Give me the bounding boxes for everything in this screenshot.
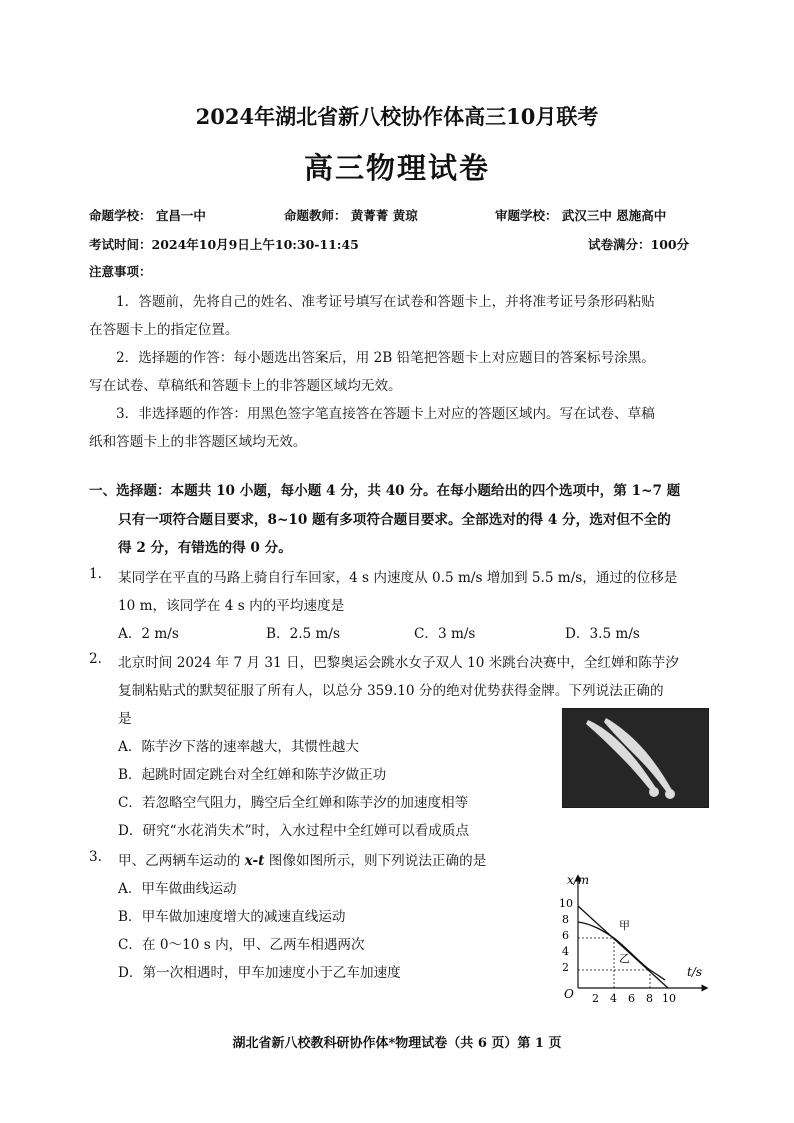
y-tick-4: 4 <box>562 945 569 958</box>
q3-stem <box>118 849 486 869</box>
meta-school: 命题学校： 宜昌一中 <box>89 208 206 223</box>
q1-option-c: C．3 m/s <box>414 626 476 642</box>
x-tick-2: 2 <box>592 992 599 1005</box>
label-yi: 乙 <box>619 952 630 965</box>
y-tick-10: 10 <box>559 897 573 910</box>
section1-line2: 只有一项符合题目要求，8~10 题有多项符合题目要求。全部选对的得 4 分，选对但不全的 <box>118 512 671 528</box>
q1-option-d: D．3.5 m/s <box>565 626 640 642</box>
meta-time: 考试时间：2024年10月9日上午10:30-11:45 <box>89 237 359 252</box>
x-axis-label: t/s <box>687 965 703 979</box>
x-tick-10: 10 <box>662 992 676 1005</box>
q2-option-d: D．研究“水花消失术”时，入水过程中全红婵可以看成质点 <box>118 823 470 839</box>
q3-stem-post: 图像如图所示，则下列说法正确的是 <box>264 853 487 869</box>
section1-line1: 一、选择题：本题共 10 小题，每小题 4 分，共 40 分。在每小题给出的四个选项中，第 1~7 题 <box>89 483 681 499</box>
q1-option-a: A．2 m/s <box>118 626 179 642</box>
q2-number: 2. <box>89 651 102 667</box>
meta-teacher: 命题教师： 黄菁菁 黄琼 <box>284 208 418 223</box>
q1-stem-line2: 10 m，该同学在 4 s 内的平均速度是 <box>118 598 345 614</box>
notice-item1-line2: 在答题卡上的指定位置。 <box>89 322 239 338</box>
q1-number: 1. <box>89 566 102 582</box>
y-axis-label: x/m <box>567 873 590 887</box>
section1-line3: 得 2 分，有错选的得 0 分。 <box>118 540 292 556</box>
notice-item2-line2: 写在试卷、草稿纸和答题卡上的非答题区域均无效。 <box>89 378 402 394</box>
q2-stem-line1: 北京时间 2024 年 7 月 31 日，巴黎奥运会跳水女子双人 10 米跳台决赛中，全红婵和陈芋汐 <box>118 655 679 671</box>
origin-label: O <box>564 987 574 1001</box>
meta-full-score: 试卷满分：100分 <box>588 237 690 252</box>
q3-option-c: C．在 0～10 s 内，甲、乙两车相遇两次 <box>118 937 365 953</box>
q3-option-a: A．甲车做曲线运动 <box>118 881 237 897</box>
x-tick-labels <box>592 992 676 1005</box>
q1-stem-line1: 某同学在平直的马路上骑自行车回家，4 s 内速度从 0.5 m/s 增加到 5.5 m/s，通过的位移是 <box>118 570 678 586</box>
paper-title: 高三物理试卷 <box>303 151 490 185</box>
q2-option-a: A．陈芋汐下落的速率越大，其惯性越大 <box>118 739 359 755</box>
x-tick-8: 8 <box>646 992 653 1005</box>
notice-item3-line2: 纸和答题卡上的非答题区域均无效。 <box>89 434 307 450</box>
q3-stem-xt: x-t <box>244 853 265 869</box>
q3-option-b: B．甲车做加速度增大的减速直线运动 <box>118 909 346 925</box>
exam-title: 2024年湖北省新八校协作体高三10月联考 <box>195 104 599 129</box>
q1-option-b: B．2.5 m/s <box>266 626 340 642</box>
notice-item2-line1: 2．选择题的作答：每小题选出答案后，用 2B 铅笔把答题卡上对应题目的答案标号涂黑。 <box>116 350 655 366</box>
q3-option-d: D．第一次相遇时，甲车加速度小于乙车加速度 <box>118 965 401 981</box>
notice-item1-line1: 1．答题前，先将自己的姓名、准考证号填写在试卷和答题卡上，并将准考证号条形码粘贴 <box>116 294 655 310</box>
q2-stem-line3: 是 <box>118 711 132 727</box>
q3-stem-pre: 甲、乙两辆车运动的 <box>118 853 245 869</box>
xt-graph <box>555 866 715 1006</box>
q3-number: 3. <box>89 849 102 865</box>
notice-item3-line1: 3．非选择题的作答：用黑色签字笔直接答在答题卡上对应的答题区域内。写在试卷、草稿 <box>116 406 655 422</box>
y-tick-labels <box>559 897 573 974</box>
q2-option-c: C．若忽略空气阻力，腾空后全红婵和陈芋汐的加速度相等 <box>118 795 469 811</box>
notice-heading: 注意事项： <box>89 264 152 279</box>
q2-option-b: B．起跳时固定跳台对全红婵和陈芋汐做正功 <box>118 767 387 783</box>
page-footer: 湖北省新八校教科研协作体*物理试卷（共 6 页）第 1 页 <box>232 1036 562 1051</box>
x-tick-6: 6 <box>628 992 635 1005</box>
y-tick-8: 8 <box>562 913 569 926</box>
label-jia: 甲 <box>619 919 630 932</box>
diving-photo <box>562 708 709 808</box>
meta-reviewer: 审题学校： 武汉三中 恩施高中 <box>495 208 667 223</box>
q2-stem-line2: 复制粘贴式的默契征服了所有人，以总分 359.10 分的绝对优势获得金牌。下列说法正确的 <box>118 683 664 699</box>
y-tick-6: 6 <box>562 929 569 942</box>
x-tick-4: 4 <box>610 992 617 1005</box>
y-tick-2: 2 <box>562 961 569 974</box>
